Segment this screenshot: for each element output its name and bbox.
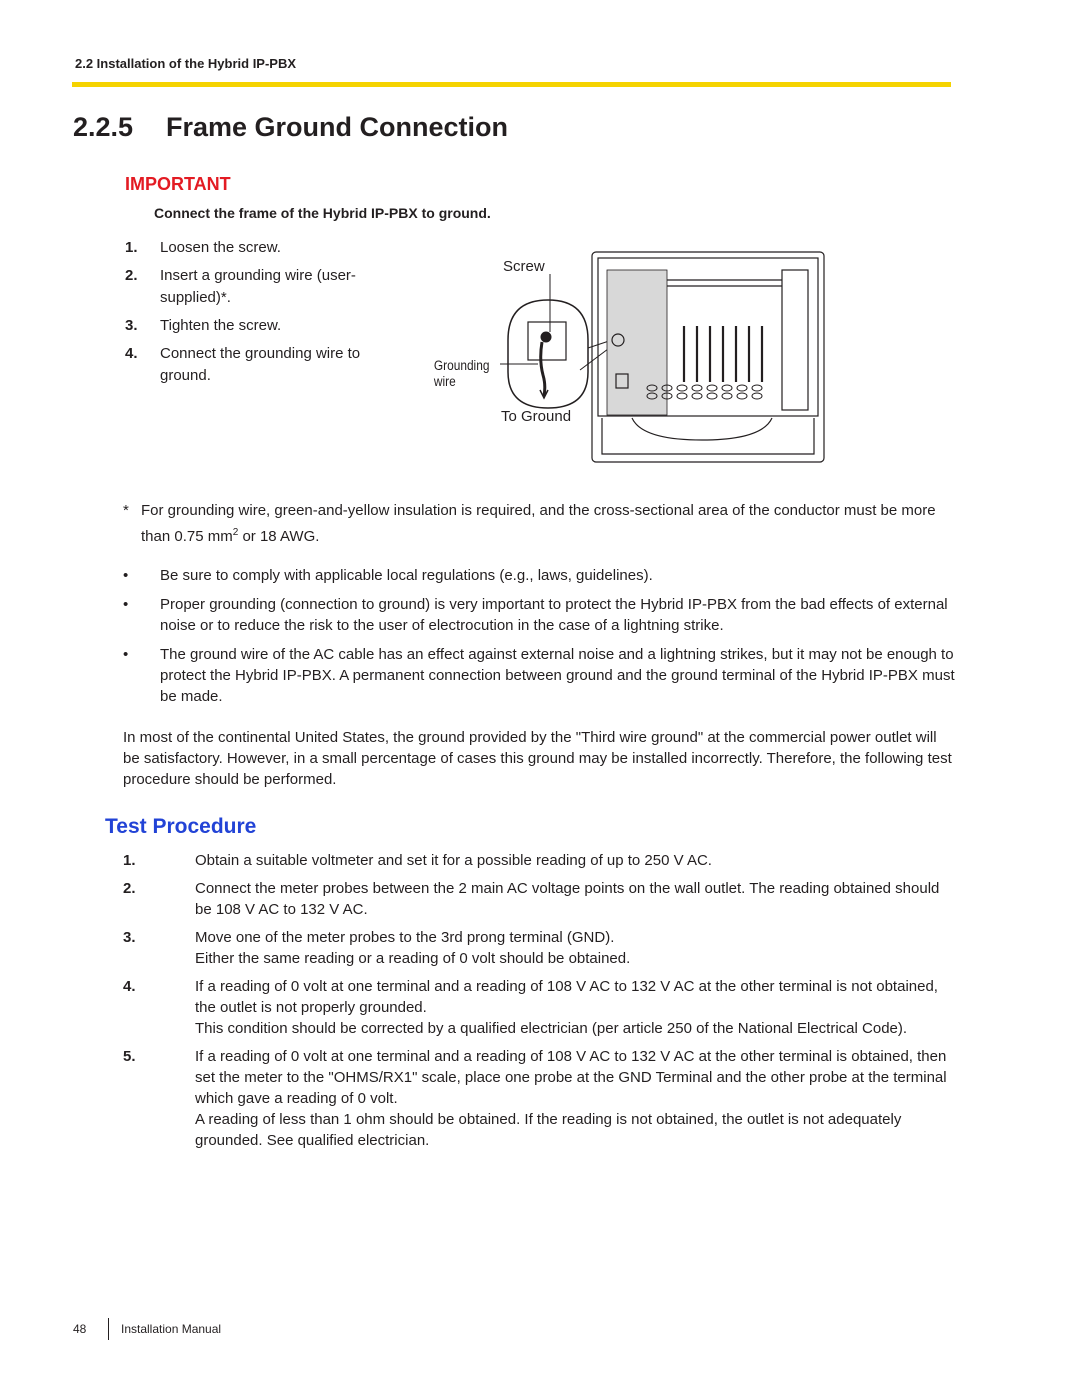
label-wire: wire (433, 373, 456, 390)
step-number: 3. (123, 929, 136, 946)
step-number: 1. (123, 852, 136, 869)
test-step (123, 878, 953, 920)
step-text: Tighten the screw. (160, 317, 282, 334)
step-item (125, 315, 415, 337)
ip-pbx-unit (592, 252, 824, 462)
step-line: If a reading of 0 volt at one terminal and a reading of 108 V AC to 132 V AC at the other terminal is not obtained, the outlet is not properly grounded. (195, 978, 938, 1016)
list-item (123, 565, 963, 586)
footnote (123, 500, 943, 548)
step-text: Insert a grounding wire (user-supplied)*. (160, 267, 356, 306)
bullet-icon: • (123, 646, 129, 663)
page-title (73, 112, 508, 143)
test-procedure-heading: Test Procedure (105, 815, 257, 838)
step-line: A reading of less than 1 ohm should be obtained. If the reading is not obtained, the outlet is not adequately grounded. See qualified electrician. (195, 1111, 902, 1149)
steps-list (125, 237, 415, 393)
step-line: This condition should be corrected by a qualified electrician (per article 250 of the National Electrical Code). (195, 1020, 908, 1037)
list-item (123, 594, 963, 636)
step-line: Obtain a suitable voltmeter and set it for a possible reading of up to 250 V AC. (195, 852, 712, 869)
step-number: 1. (125, 239, 138, 256)
grounding-diagram (422, 240, 842, 468)
step-number: 2. (125, 267, 138, 284)
magnifier-bubble (508, 300, 588, 408)
test-step (123, 1046, 953, 1151)
grounding-wire (541, 342, 545, 396)
running-head: 2.2 Installation of the Hybrid IP-PBX (75, 56, 297, 71)
bullet-icon: • (123, 567, 129, 584)
manual-title: Installation Manual (121, 1322, 222, 1336)
step-text: Loosen the screw. (160, 239, 281, 256)
step-line: Move one of the meter probes to the 3rd prong terminal (GND). (195, 929, 615, 946)
page-number: 48 (73, 1322, 87, 1336)
bullet-list (123, 565, 963, 715)
label-grounding: Grounding (433, 357, 490, 374)
bullet-text: Be sure to comply with applicable local regulations (e.g., laws, guidelines). (160, 567, 653, 584)
screw-icon (541, 332, 551, 342)
step-number: 2. (123, 880, 136, 897)
test-step (123, 850, 953, 871)
step-number: 5. (123, 1048, 136, 1065)
test-step (123, 927, 953, 969)
test-step (123, 976, 953, 1039)
list-item (123, 644, 963, 707)
bullet-text: Proper grounding (connection to ground) is very important to protect the Hybrid IP-PBX from the bad effects of external noise or to reduce the risk to the user of electrocution in the case of a lightning strike. (160, 596, 948, 634)
step-item (125, 237, 415, 259)
footnote-text-end: or 18 AWG. (238, 528, 320, 545)
step-line: Connect the meter probes between the 2 main AC voltage points on the wall outlet. The reading obtained should be 108 V AC to 132 V AC. (195, 880, 940, 918)
important-label: IMPORTANT (125, 174, 231, 194)
step-line: Either the same reading or a reading of 0 volt should be obtained. (195, 950, 631, 967)
bullet-text: The ground wire of the AC cable has an effect against external noise and a lightning strikes, but it may not be enough to protect the Hybrid IP-PBX. A permanent connection between ground and the ground terminal of the Hybrid IP-PBX must be made. (160, 646, 955, 705)
footer-divider (108, 1318, 109, 1340)
section-number: 2.2.5 (73, 112, 134, 142)
step-number: 3. (125, 317, 138, 334)
test-steps-list (123, 850, 953, 1158)
footnote-text: For grounding wire, green-and-yellow insulation is required, and the cross-sectional area of the conductor must be more than 0.75 mm (141, 502, 936, 545)
footnote-superscript: 2 (232, 527, 239, 538)
step-number: 4. (123, 978, 136, 995)
step-text: Connect the grounding wire to ground. (160, 345, 361, 384)
footnote-marker: * (123, 502, 129, 519)
step-item (125, 265, 415, 309)
step-line: If a reading of 0 volt at one terminal and a reading of 108 V AC to 132 V AC at the other terminal is obtained, then set the meter to the "OHMS/RX1" scale, place one probe at the GND Terminal and the other probe at the terminal which gave a reading of 0 volt. (195, 1048, 947, 1107)
header-rule (72, 82, 951, 87)
body-paragraph: In most of the continental United States, the ground provided by the "Third wire ground" at the commercial power outlet will be satisfactory. However, in a small percentage of cases this ground may be installed incorrectly. Therefore, the following test procedure should be performed. (123, 729, 952, 788)
label-screw: Screw (503, 258, 545, 275)
important-note: Connect the frame of the Hybrid IP-PBX to ground. (154, 205, 491, 221)
label-to-ground: To Ground (501, 408, 572, 425)
section-title: Frame Ground Connection (166, 112, 509, 142)
step-number: 4. (125, 345, 138, 362)
step-item (125, 343, 415, 387)
bullet-icon: • (123, 596, 129, 613)
